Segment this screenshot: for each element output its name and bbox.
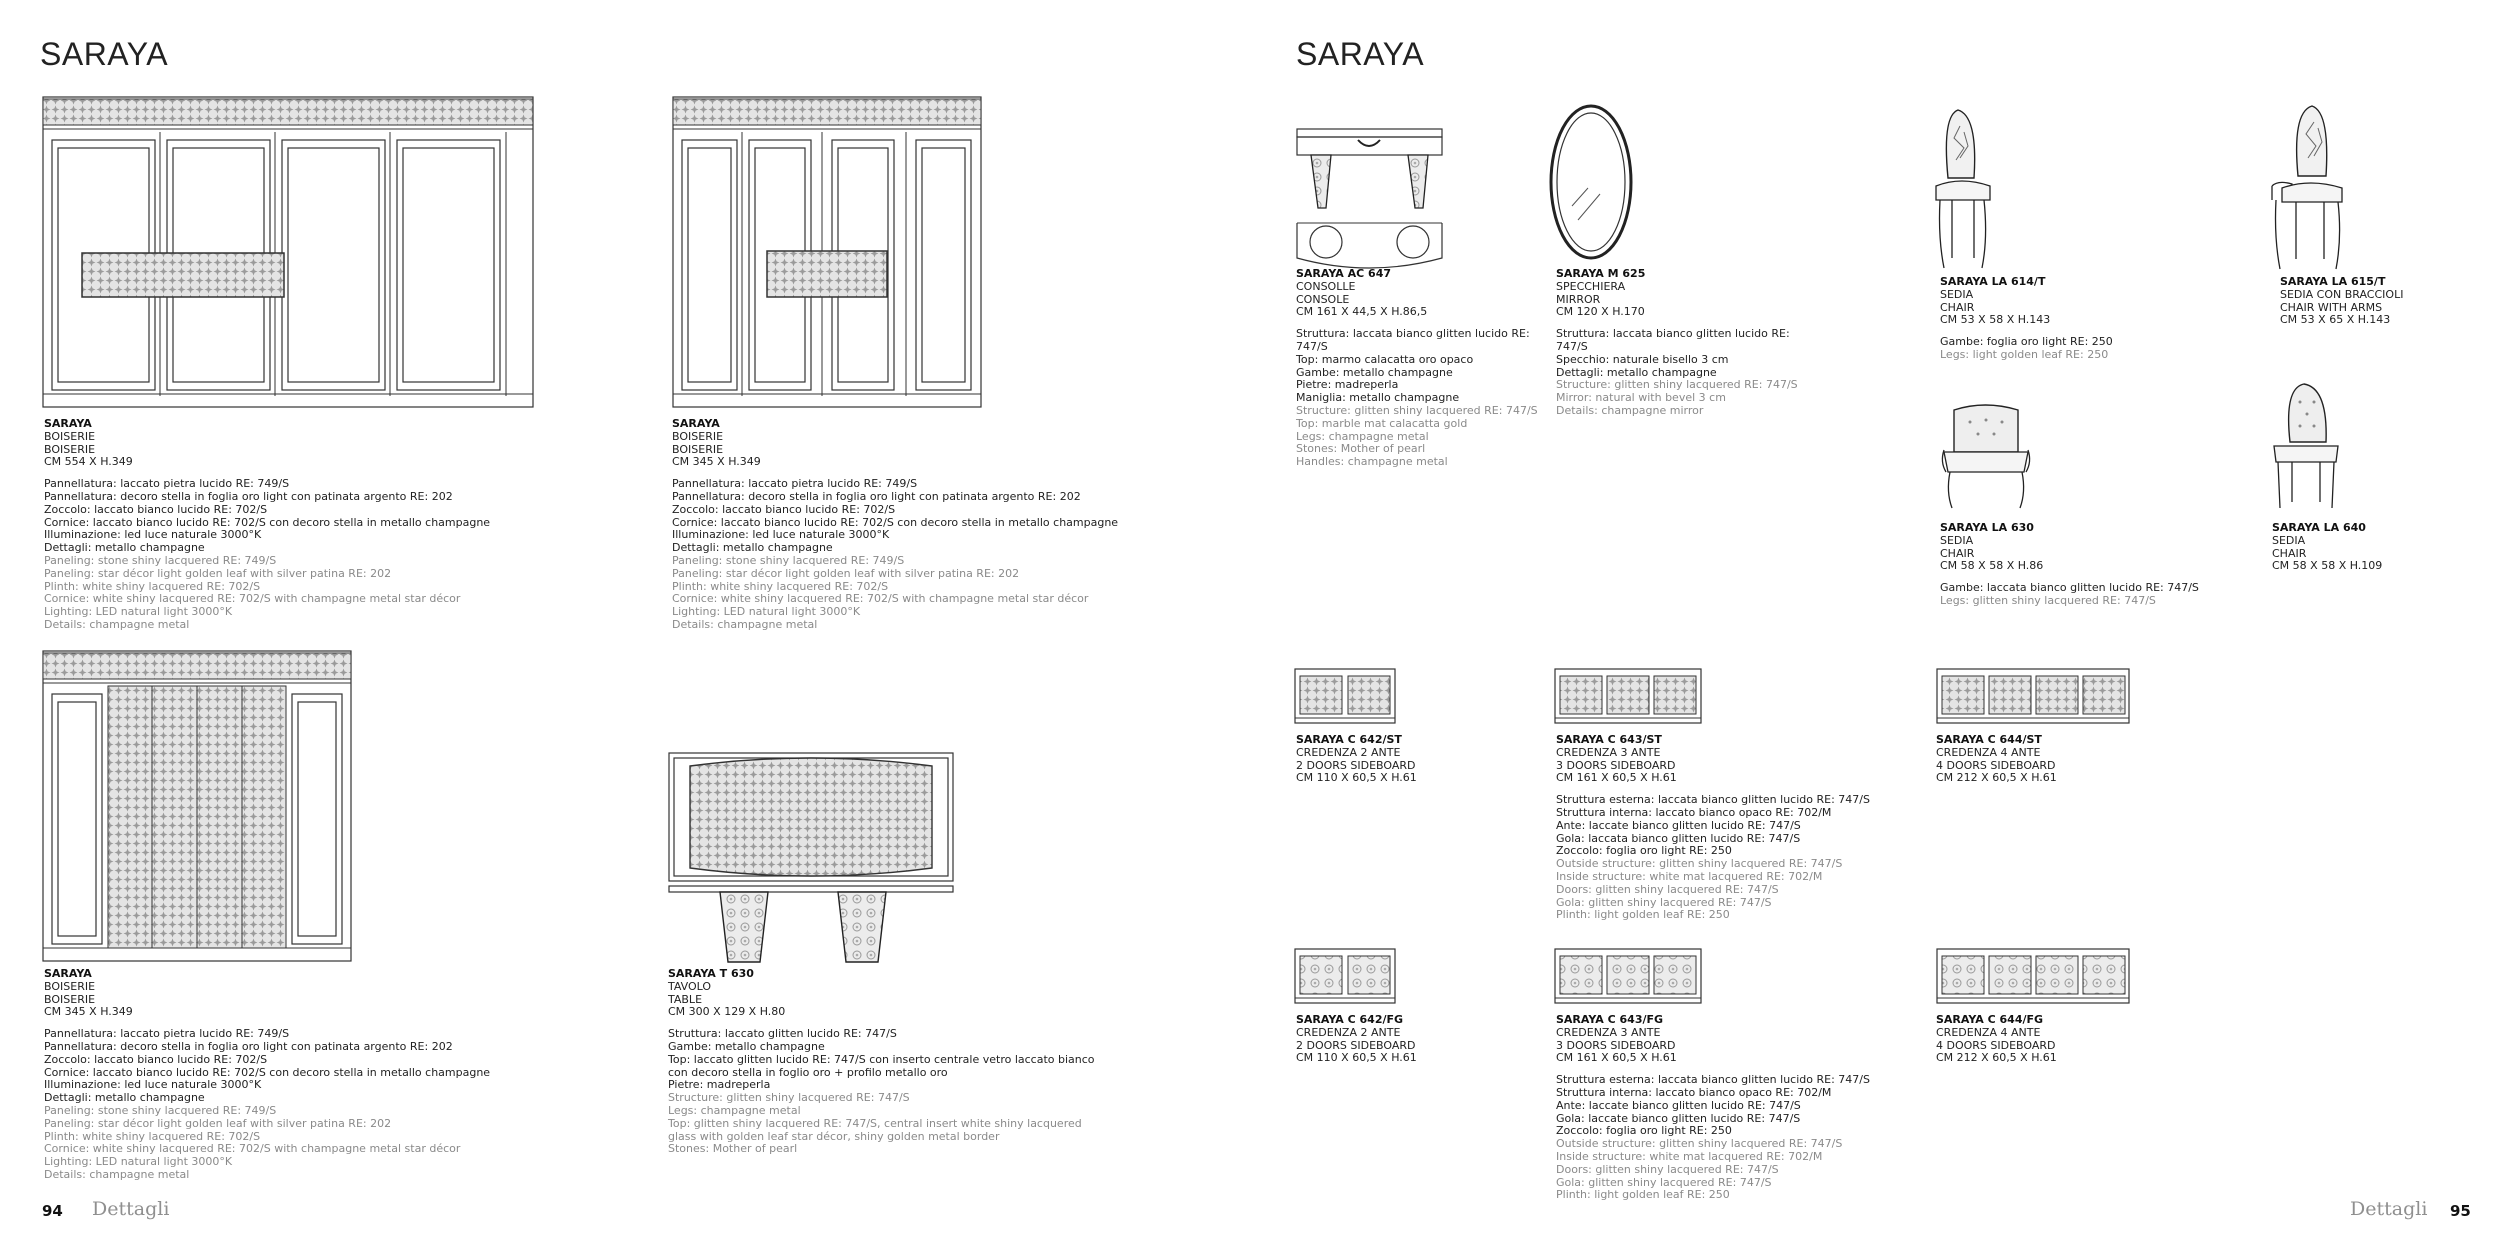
product-name-it: CREDENZA 3 ANTE [1556, 745, 1661, 759]
product-chair-la615t [2280, 276, 2480, 327]
spec-line-en: Cornice: white shiny lacquered RE: 702/S with champagne metal star décor [44, 1142, 461, 1156]
product-boiserie-345 [672, 418, 1232, 632]
product-name-en: BOISERIE [672, 442, 724, 456]
product-name-en: CHAIR [2272, 546, 2307, 560]
product-boiserie-554 [44, 418, 604, 632]
spec-line-en: Paneling: stone shiny lacquered RE: 749/S [672, 553, 905, 567]
product-name-it: SPECCHIERA [1556, 279, 1626, 293]
product-name-en: 3 DOORS SIDEBOARD [1556, 1038, 1676, 1052]
product-name-it: SEDIA [2272, 533, 2306, 547]
product-dimensions: CM 554 X H.349 [44, 455, 133, 469]
boiserie-345-drawing [672, 96, 982, 408]
spec-line: Struttura: laccata bianco glitten lucido RE: 747/S [1556, 327, 1790, 353]
spec-line-en: Plinth: white shiny lacquered RE: 702/S [672, 579, 889, 593]
spec-line: Gambe: foglia oro light RE: 250 [1940, 335, 2113, 349]
spec-line-en: Legs: light golden leaf RE: 250 [1940, 347, 2109, 361]
sideboard-c644st-drawing [1936, 668, 2130, 728]
spec-line: Ante: laccate bianco glitten lucido RE: 747/S [1556, 1098, 1801, 1112]
product-code: SARAYA LA 615/T [2280, 275, 2386, 288]
product-code: SARAYA M 625 [1556, 267, 1646, 280]
product-mirror-m625 [1556, 268, 1816, 418]
product-table-t630 [668, 968, 1228, 1156]
spec-line: Dettagli: metallo champagne [1556, 365, 1717, 379]
spec-line: Pannellatura: decoro stella in foglia oro light con patinata argento RE: 202 [672, 489, 1081, 503]
product-name-it: BOISERIE [44, 429, 96, 443]
spec-line-en: Outside structure: glitten shiny lacquered RE: 747/S [1556, 857, 1843, 871]
product-chair-la640 [2272, 522, 2472, 573]
spec-line: Gambe: metallo champagne [668, 1039, 825, 1053]
product-dimensions: CM 53 X 58 X H.143 [1940, 313, 2051, 327]
spec-line: Pannellatura: laccato pietra lucido RE: 749/S [44, 477, 290, 491]
product-name-en: 3 DOORS SIDEBOARD [1556, 758, 1676, 772]
product-dimensions: CM 58 X 58 X H.109 [2272, 559, 2383, 573]
spec-line-en: Legs: champagne metal [668, 1103, 801, 1117]
spec-line-en: Details: champagne metal [44, 617, 190, 631]
spec-line: Maniglia: metallo champagne [1296, 391, 1460, 405]
product-dimensions: CM 120 X H.170 [1556, 305, 1645, 319]
spec-line-en: Paneling: stone shiny lacquered RE: 749/S [44, 553, 277, 567]
product-dimensions: CM 300 X 129 X H.80 [668, 1005, 786, 1019]
spec-line: Struttura esterna: laccata bianco glitten lucido RE: 747/S [1556, 793, 1870, 807]
spec-line-en: Plinth: light golden leaf RE: 250 [1556, 1188, 1730, 1202]
spec-line: Zoccolo: laccato bianco lucido RE: 702/S [44, 1052, 268, 1066]
spec-line: Specchio: naturale bisello 3 cm [1556, 352, 1729, 366]
spec-line-en: Inside structure: white mat lacquered RE: 702/M [1556, 1149, 1823, 1163]
product-sideboard-c642st [1296, 734, 1496, 785]
spec-line: Pannellatura: decoro stella in foglia oro light con patinata argento RE: 202 [44, 489, 453, 503]
product-name-it: CREDENZA 4 ANTE [1936, 745, 2041, 759]
spec-line: Zoccolo: foglia oro light RE: 250 [1556, 844, 1732, 858]
spec-line-en: Details: champagne metal [44, 1167, 190, 1181]
spec-line: Dettagli: metallo champagne [672, 541, 833, 555]
product-name-it: BOISERIE [672, 429, 724, 443]
product-dimensions: CM 161 X 60,5 X H.61 [1556, 1051, 1677, 1065]
spec-line: Top: laccato glitten lucido RE: 747/S con inserto centrale vetro laccato bianco [668, 1052, 1095, 1066]
product-code: SARAYA C 644/FG [1936, 1013, 2044, 1026]
page-title-left: SARAYA [40, 36, 169, 72]
product-chair-la614t [1940, 276, 2160, 362]
spec-line: Zoccolo: laccato bianco lucido RE: 702/S [44, 502, 268, 516]
product-boiserie-345-star [44, 968, 604, 1182]
spec-line-en: Plinth: white shiny lacquered RE: 702/S [44, 579, 261, 593]
spec-line: Pietre: madreperla [1296, 378, 1399, 392]
spec-line-en: Structure: glitten shiny lacquered RE: 747/S [1296, 403, 1538, 417]
product-name-en: 4 DOORS SIDEBOARD [1936, 758, 2056, 772]
spec-line: Illuminazione: led luce naturale 3000°K [44, 528, 262, 542]
product-name-it: CREDENZA 2 ANTE [1296, 1025, 1401, 1039]
spec-line: Pannellatura: laccato pietra lucido RE: 749/S [672, 477, 918, 491]
sideboard-c642st-drawing [1294, 668, 1396, 728]
product-name-it: CONSOLLE [1296, 279, 1356, 293]
spec-line-en: Lighting: LED natural light 3000°K [44, 1155, 233, 1169]
spec-line-en: Paneling: star décor light golden leaf with silver patina RE: 202 [672, 566, 1020, 580]
sideboard-c643fg-drawing [1554, 948, 1702, 1008]
spec-line-en: Doors: glitten shiny lacquered RE: 747/S [1556, 882, 1779, 896]
product-code: SARAYA LA 640 [2272, 521, 2366, 534]
product-console-ac647 [1296, 268, 1556, 469]
product-name-it: CREDENZA 2 ANTE [1296, 745, 1401, 759]
product-code: SARAYA LA 630 [1940, 521, 2034, 534]
spec-line-en: Mirror: natural with bevel 3 cm [1556, 391, 1726, 405]
product-sideboard-c644fg [1936, 1014, 2136, 1065]
spec-line: con decoro stella in foglio oro + profilo metallo oro [668, 1065, 948, 1079]
product-name-en: BOISERIE [44, 992, 96, 1006]
product-name-it: CREDENZA 4 ANTE [1936, 1025, 2041, 1039]
spec-line-en: Plinth: light golden leaf RE: 250 [1556, 908, 1730, 922]
product-sideboard-c642fg [1296, 1014, 1496, 1065]
product-code: SARAYA LA 614/T [1940, 275, 2046, 288]
spec-line-en: Structure: glitten shiny lacquered RE: 747/S [1556, 378, 1798, 392]
chair-la640-drawing [2270, 382, 2342, 510]
spec-line-en: Legs: glitten shiny lacquered RE: 747/S [1940, 593, 2156, 607]
product-code: SARAYA AC 647 [1296, 267, 1391, 280]
product-dimensions: CM 212 X 60,5 X H.61 [1936, 1051, 2057, 1065]
product-dimensions: CM 53 X 65 X H.143 [2280, 313, 2391, 327]
product-sideboard-c643st [1556, 734, 1896, 922]
product-code: SARAYA C 642/ST [1296, 733, 1402, 746]
spec-line-en: Gola: glitten shiny lacquered RE: 747/S [1556, 1175, 1772, 1189]
spec-line-en: Plinth: white shiny lacquered RE: 702/S [44, 1129, 261, 1143]
spec-line: Struttura interna: laccato bianco opaco RE: 702/M [1556, 805, 1832, 819]
product-name-en: MIRROR [1556, 292, 1601, 306]
spec-line-en: Legs: champagne metal [1296, 429, 1429, 443]
spec-line: Illuminazione: led luce naturale 3000°K [672, 528, 890, 542]
console-ac647-drawing [1296, 128, 1446, 268]
product-dimensions: CM 345 X H.349 [44, 1005, 133, 1019]
spec-line-en: Stones: Mother of pearl [668, 1142, 798, 1156]
spec-line-en: Top: glitten shiny lacquered RE: 747/S, central insert white shiny lacquered [668, 1116, 1082, 1130]
spec-line: Illuminazione: led luce naturale 3000°K [44, 1078, 262, 1092]
product-dimensions: CM 161 X 60,5 X H.61 [1556, 771, 1677, 785]
product-dimensions: CM 212 X 60,5 X H.61 [1936, 771, 2057, 785]
product-chair-la630 [1940, 522, 2240, 608]
spec-line: Gambe: metallo champagne [1296, 365, 1453, 379]
product-name-it: CREDENZA 3 ANTE [1556, 1025, 1661, 1039]
product-name-it: TAVOLO [668, 979, 712, 993]
spec-line: Cornice: laccato bianco lucido RE: 702/S con decoro stella in metallo champagne [44, 1065, 491, 1079]
spec-line: Pannellatura: laccato pietra lucido RE: 749/S [44, 1027, 290, 1041]
sideboard-c644fg-drawing [1936, 948, 2130, 1008]
footer-word-right: Dettagli [2350, 1198, 2428, 1220]
spec-line: Cornice: laccato bianco lucido RE: 702/S con decoro stella in metallo champagne [672, 515, 1119, 529]
mirror-m625-drawing [1548, 102, 1634, 262]
spec-line: Gola: laccata bianco glitten lucido RE: 747/S [1556, 831, 1801, 845]
spec-line-en: Outside structure: glitten shiny lacquered RE: 747/S [1556, 1137, 1843, 1151]
chair-la614t-drawing [1934, 108, 1994, 273]
product-name-it: BOISERIE [44, 979, 96, 993]
product-sideboard-c644st [1936, 734, 2136, 785]
product-code: SARAYA C 642/FG [1296, 1013, 1404, 1026]
product-name-it: SEDIA [1940, 287, 1974, 301]
product-dimensions: CM 110 X 60,5 X H.61 [1296, 771, 1417, 785]
boiserie-554-drawing [42, 96, 534, 408]
spec-line: Top: marmo calacatta oro opaco [1296, 352, 1474, 366]
product-name-en: CHAIR [1940, 300, 1975, 314]
spec-line: Gola: laccate bianco glitten lucido RE: 747/S [1556, 1111, 1801, 1125]
spec-line-en: Cornice: white shiny lacquered RE: 702/S with champagne metal star décor [672, 592, 1089, 606]
spec-line: Zoccolo: laccato bianco lucido RE: 702/S [672, 502, 896, 516]
chair-la615t-drawing [2268, 104, 2348, 274]
spec-line: Ante: laccate bianco glitten lucido RE: 747/S [1556, 818, 1801, 832]
spec-line: Cornice: laccato bianco lucido RE: 702/S con decoro stella in metallo champagne [44, 515, 491, 529]
boiserie-345-star-drawing [42, 650, 352, 962]
spec-line-en: Lighting: LED natural light 3000°K [672, 605, 861, 619]
spec-line: Zoccolo: foglia oro light RE: 250 [1556, 1124, 1732, 1138]
spec-line-en: Structure: glitten shiny lacquered RE: 747/S [668, 1091, 910, 1105]
spec-line-en: Paneling: star décor light golden leaf with silver patina RE: 202 [44, 566, 392, 580]
product-name-en: BOISERIE [44, 442, 96, 456]
product-dimensions: CM 58 X 58 X H.86 [1940, 559, 2044, 573]
spec-line-en: Details: champagne metal [672, 617, 818, 631]
product-name-en: CHAIR [1940, 546, 1975, 560]
spec-line-en: Lighting: LED natural light 3000°K [44, 605, 233, 619]
product-name-en: CONSOLE [1296, 292, 1350, 306]
product-code: SARAYA C 644/ST [1936, 733, 2042, 746]
spec-line: Dettagli: metallo champagne [44, 541, 205, 555]
product-name-en: 2 DOORS SIDEBOARD [1296, 758, 1416, 772]
product-code: SARAYA C 643/ST [1556, 733, 1662, 746]
spec-line-en: Cornice: white shiny lacquered RE: 702/S with champagne metal star décor [44, 592, 461, 606]
product-code: SARAYA [44, 417, 92, 430]
spec-line: Pietre: madreperla [668, 1078, 771, 1092]
product-name-en: CHAIR WITH ARMS [2280, 300, 2383, 314]
spec-line-en: Stones: Mother of pearl [1296, 442, 1426, 456]
product-code: SARAYA C 643/FG [1556, 1013, 1664, 1026]
spec-line: Struttura interna: laccato bianco opaco RE: 702/M [1556, 1085, 1832, 1099]
spec-line-en: Paneling: stone shiny lacquered RE: 749/S [44, 1103, 277, 1117]
spec-line: Gambe: laccata bianco glitten lucido RE: 747/S [1940, 581, 2199, 595]
product-name-it: SEDIA CON BRACCIOLI [2280, 287, 2404, 301]
chair-la630-drawing [1940, 402, 2030, 510]
page-title-right: SARAYA [1296, 36, 1425, 72]
sideboard-c642fg-drawing [1294, 948, 1396, 1008]
product-dimensions: CM 110 X 60,5 X H.61 [1296, 1051, 1417, 1065]
spec-line-en: Gola: glitten shiny lacquered RE: 747/S [1556, 895, 1772, 909]
product-name-en: 2 DOORS SIDEBOARD [1296, 1038, 1416, 1052]
product-code: SARAYA [672, 417, 720, 430]
spec-line: Struttura esterna: laccata bianco glitten lucido RE: 747/S [1556, 1073, 1870, 1087]
page-number-right: 95 [2450, 1202, 2471, 1220]
spec-line-en: Paneling: star décor light golden leaf with silver patina RE: 202 [44, 1116, 392, 1130]
spec-line: Dettagli: metallo champagne [44, 1091, 205, 1105]
spec-line: Struttura: laccato glitten lucido RE: 747/S [668, 1027, 897, 1041]
spec-line-en: glass with golden leaf star décor, shiny golden metal border [668, 1129, 1000, 1143]
spec-line-en: Top: marble mat calacatta gold [1296, 416, 1468, 430]
product-code: SARAYA T 630 [668, 967, 754, 980]
product-sideboard-c643fg [1556, 1014, 1896, 1202]
page-number-left: 94 [42, 1202, 63, 1220]
sideboard-c643st-drawing [1554, 668, 1702, 728]
spec-line: Struttura: laccata bianco glitten lucido RE: 747/S [1296, 327, 1530, 353]
product-code: SARAYA [44, 967, 92, 980]
product-name-en: 4 DOORS SIDEBOARD [1936, 1038, 2056, 1052]
spec-line-en: Handles: champagne metal [1296, 455, 1448, 469]
product-name-en: TABLE [668, 992, 703, 1006]
footer-word-left: Dettagli [92, 1198, 170, 1220]
spec-line-en: Doors: glitten shiny lacquered RE: 747/S [1556, 1162, 1779, 1176]
product-dimensions: CM 161 X 44,5 X H.86,5 [1296, 305, 1428, 319]
product-dimensions: CM 345 X H.349 [672, 455, 761, 469]
spec-line-en: Inside structure: white mat lacquered RE: 702/M [1556, 869, 1823, 883]
spec-line-en: Details: champagne mirror [1556, 403, 1704, 417]
table-t630-drawing [668, 752, 958, 967]
product-name-it: SEDIA [1940, 533, 1974, 547]
spec-line: Pannellatura: decoro stella in foglia oro light con patinata argento RE: 202 [44, 1039, 453, 1053]
